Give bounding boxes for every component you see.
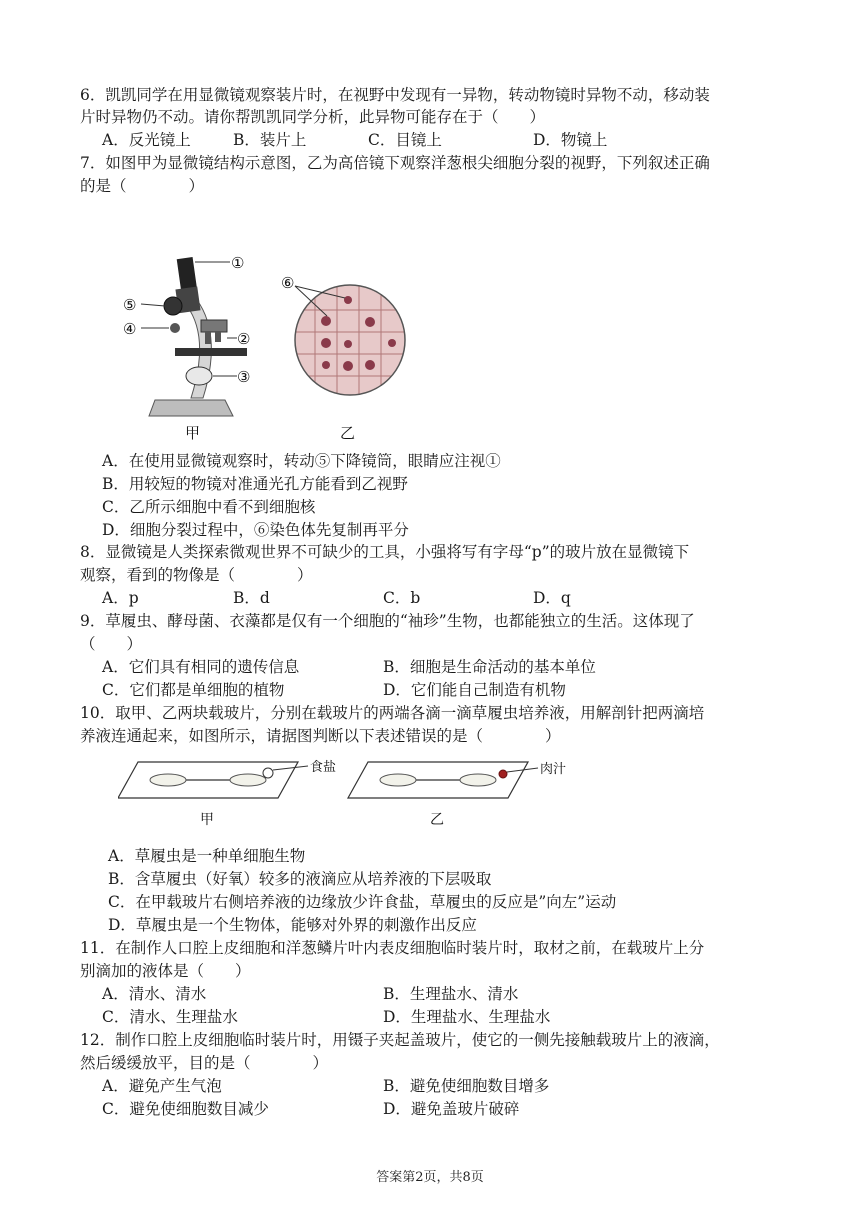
q8-option-d: D．q <box>533 589 571 607</box>
q11-option-a: A．清水、清水 <box>102 985 207 1003</box>
q8-option-a: A．p <box>102 589 139 607</box>
label-2: ② <box>237 330 251 348</box>
q7-option-c: C．乙所示细胞中看不到细胞核 <box>102 498 316 516</box>
q10-option-d: D．草履虫是一个生物体，能够对外界的刺激作出反应 <box>108 916 477 934</box>
q12-stem-line2: 然后缓缓放平，目的是（ ） <box>80 1054 329 1072</box>
q6-option-c: C．目镜上 <box>368 131 442 149</box>
q10-stem-line1: 10．取甲、乙两块载玻片，分别在载玻片的两端各滴一滴草履虫培养液，用解剖针把两滴培 <box>80 704 705 722</box>
q7-figure <box>115 240 415 445</box>
q11-stem-line1: 11．在制作人口腔上皮细胞和洋葱鳞片叶内表皮细胞临时装片时，取材之前，在载玻片上分 <box>80 939 705 957</box>
q11-option-d: D．生理盐水、生理盐水 <box>383 1008 551 1026</box>
label-broth: 肉汁 <box>540 762 567 777</box>
cell-division-view <box>295 280 405 400</box>
q8-option-b: B．d <box>233 589 270 607</box>
label-4: ④ <box>123 320 137 338</box>
q8-option-c: C．b <box>383 589 421 607</box>
q9-option-b: B．细胞是生命活动的基本单位 <box>383 658 596 676</box>
q11-option-b: B．生理盐水、清水 <box>383 985 519 1003</box>
q7-stem-line2: 的是（ ） <box>80 177 205 195</box>
q7-option-a: A．在使用显微镜观察时，转动⑤下降镜筒，眼睛应注视① <box>102 452 501 470</box>
q8-stem-line2: 观察，看到的物像是（ ） <box>80 566 313 584</box>
q9-option-a: A．它们具有相同的遗传信息 <box>102 658 300 676</box>
label-5: ⑤ <box>123 296 137 314</box>
label-salt: 食盐 <box>310 760 337 775</box>
q12-stem-line1: 12．制作口腔上皮细胞临时装片时，用镊子夹起盖玻片，使它的一侧先接触载玻片上的液滴， <box>80 1031 720 1049</box>
label-3: ③ <box>237 368 251 386</box>
q8-stem-line1: 8．显微镜是人类探索微观世界不可缺少的工具，小强将写有字母“p”的玻片放在显微镜下 <box>80 543 690 561</box>
q12-option-b: B．避免使细胞数目增多 <box>383 1077 550 1095</box>
microscope-illustration <box>149 257 247 416</box>
figure-caption-yi: 乙 <box>430 812 444 828</box>
figure-caption-jia: 甲 <box>200 812 214 828</box>
q7-stem-line1: 7．如图甲为显微镜结构示意图，乙为高倍镜下观察洋葱根尖细胞分裂的视野，下列叙述正确 <box>80 154 710 172</box>
q6-option-a: A．反光镜上 <box>102 131 191 149</box>
q9-option-c: C．它们都是单细胞的植物 <box>102 681 285 699</box>
q7-option-d: D．细胞分裂过程中，⑥染色体先复制再平分 <box>102 521 409 539</box>
q10-option-c: C．在甲载玻片右侧培养液的边缘放少许食盐，草履虫的反应是”向左”运动 <box>108 893 617 911</box>
q12-option-a: A．避免产生气泡 <box>102 1077 222 1095</box>
q10-figure <box>118 756 638 830</box>
q6-stem-line1: 6．凯凯同学在用显微镜观察装片时，在视野中发现有一异物，转动物镜时异物不动，移动装 <box>80 86 710 104</box>
q7-option-b: B．用较短的物镜对准通光孔方能看到乙视野 <box>102 475 408 493</box>
figure-caption-yi: 乙 <box>340 424 356 442</box>
q10-stem-line2: 养液连通起来，如图所示，请据图判断以下表述错误的是（ ） <box>80 727 561 745</box>
q6-stem-line2: 片时异物仍不动。请你帮凯凯同学分析，此异物可能存在于（ ） <box>80 108 546 126</box>
q11-stem-line2: 别滴加的液体是（ ） <box>80 962 251 980</box>
q9-option-d: D．它们能自己制造有机物 <box>383 681 566 699</box>
q6-option-b: B．装片上 <box>233 131 307 149</box>
q6-option-d: D．物镜上 <box>533 131 608 149</box>
q10-option-b: B．含草履虫（好氧）较多的液滴应从培养液的下层吸取 <box>108 870 492 888</box>
slide-jia <box>118 762 308 798</box>
q10-option-a: A．草履虫是一种单细胞生物 <box>108 847 306 865</box>
q12-option-c: C．避免使细胞数目减少 <box>102 1100 269 1118</box>
q9-stem-line2: （ ） <box>80 635 143 653</box>
q11-option-c: C．清水、生理盐水 <box>102 1008 238 1026</box>
slide-yi <box>348 762 538 798</box>
q9-stem-line1: 9．草履虫、酵母菌、衣藻都是仅有一个细胞的“袖珍”生物，也都能独立的生活。这体现了 <box>80 612 695 630</box>
figure-caption-jia: 甲 <box>185 424 201 442</box>
label-1: ① <box>231 254 245 272</box>
page-footer: 答案第2页，共8页 <box>376 1170 484 1185</box>
label-6: ⑥ <box>281 274 295 292</box>
q12-option-d: D．避免盖玻片破碎 <box>383 1100 520 1118</box>
